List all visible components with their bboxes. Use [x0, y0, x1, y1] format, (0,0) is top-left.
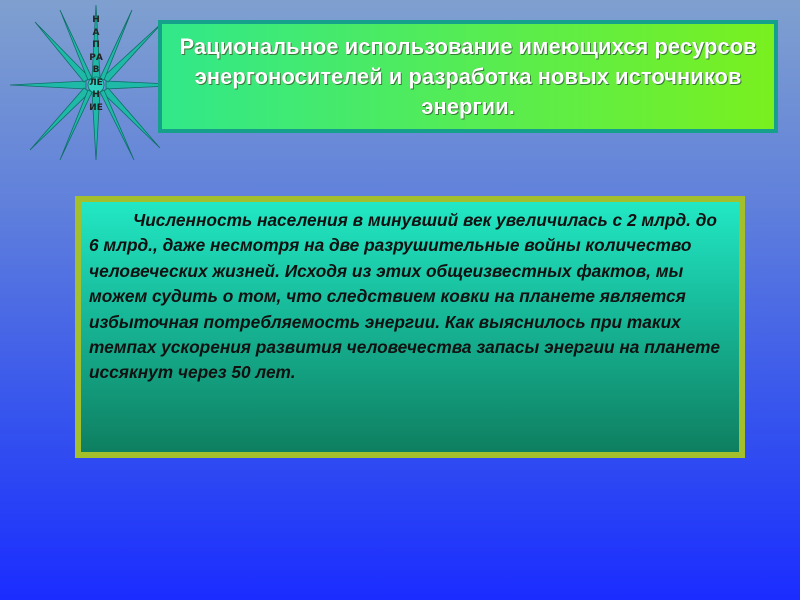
body-paragraph: Численность населения в минувший век увеличилась с 2 млрд. до 6 млрд., даже несмотря на две разрушительные войны количество человеческих жизней. Исходя из этих общеизвестных фактов, мы можем судить о том, что следствием ковки на планете является избыточная потребляемость энергии. Как выяснилось при таких темпах ускорения развития человечества запасы энергии на планете иссякнут через 50 лет. [89, 210, 720, 383]
vertical-label: НАПРАВЛЕНИЕ [89, 15, 103, 113]
title-box [158, 20, 778, 133]
content-box [75, 196, 745, 458]
slide-title: Рациональное использование имеющихся ресурсов энергоносителей и разработка новых источников энергии. [179, 33, 757, 119]
